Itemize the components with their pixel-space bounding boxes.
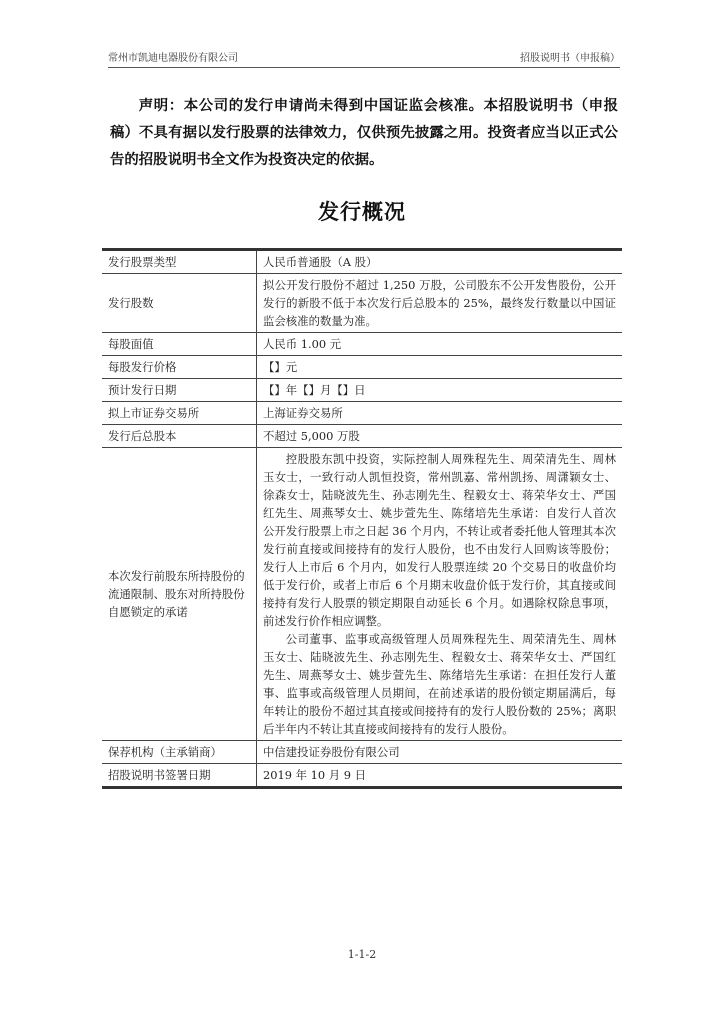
row-label: 本次发行前股东所持股份的流通限制、股东对所持股份自愿锁定的承诺 bbox=[102, 448, 257, 741]
table-row bbox=[102, 356, 622, 379]
page-title: 发行概况 bbox=[318, 199, 406, 224]
lockup-paragraph-controlling: 控股股东凯中投资，实际控制人周殊程先生、周荣清先生、周林玉女士，一致行动人凯恒投资，常州凯嘉、常州凯扬、周潇颖女士、徐森女士，陆晓波先生、孙志刚先生、程毅女士、蒋荣华女士、严国红先生、周燕琴女士、姚步萱先生、陈绪培先生承诺：自发行人首次公开发行股票上市之日起 36 个月内，不转让或者委托他人管理其本次发行前直接或间接持有的发行人股份，也不由发行人回购该等股份；发行人上市后 6 个月内，如发行人股票连续 20 个交易日的收盘价均低于发行价，或者上市后 6 个月期末收盘价低于发行价，其直接或间接持有发行人股票的锁定期限自动延长 6 个月。如遇除权除息事项，前述发行价作相应调整。 bbox=[263, 452, 616, 628]
row-label: 每股发行价格 bbox=[102, 356, 257, 379]
page-number: 1-1-2 bbox=[347, 948, 377, 961]
header-doc-type: 招股说明书（申报稿） bbox=[520, 53, 620, 64]
row-label: 拟上市证券交易所 bbox=[102, 402, 257, 425]
table-row bbox=[102, 379, 622, 402]
row-value: 【】元 bbox=[257, 356, 623, 379]
row-value: 2019 年 10 月 9 日 bbox=[257, 764, 623, 788]
row-value: 上海证券交易所 bbox=[257, 402, 623, 425]
offering-overview-table bbox=[102, 248, 622, 789]
row-value: 拟公开发行股份不超过 1,250 万股，公司股东不公开发售股份，公开发行的新股不低于本次发行后总股本的 25%，最终发行数量以中国证监会核准的数量为准。 bbox=[257, 274, 623, 333]
row-value bbox=[257, 448, 623, 741]
table-row bbox=[102, 274, 622, 333]
row-value: 【】年【】月【】日 bbox=[257, 379, 623, 402]
header-divider bbox=[108, 67, 620, 68]
row-label: 发行股票类型 bbox=[102, 250, 257, 274]
disclaimer-statement: 声明：本公司的发行申请尚未得到中国证监会核准。本招股说明书（申报稿）不具有据以发行股票的法律效力，仅供预先披露之用。投资者应当以正式公告的招股说明书全文作为投资决定的依据。 bbox=[110, 97, 618, 168]
row-label: 招股说明书签署日期 bbox=[102, 764, 257, 788]
row-label: 发行股数 bbox=[102, 274, 257, 333]
table-row bbox=[102, 250, 622, 274]
row-value: 不超过 5,000 万股 bbox=[257, 425, 623, 448]
row-label: 预计发行日期 bbox=[102, 379, 257, 402]
row-value: 中信建投证券股份有限公司 bbox=[257, 741, 623, 764]
table-row bbox=[102, 333, 622, 356]
row-value: 人民币 1.00 元 bbox=[257, 333, 623, 356]
header-company: 常州市凯迪电器股份有限公司 bbox=[108, 53, 238, 64]
table-row bbox=[102, 764, 622, 788]
table-row bbox=[102, 741, 622, 764]
table-row bbox=[102, 448, 622, 741]
row-label: 每股面值 bbox=[102, 333, 257, 356]
lockup-paragraph-directors: 公司董事、监事或高级管理人员周殊程先生、周荣清先生、周林玉女士、陆晓波先生、孙志刚先生、程毅女士、蒋荣华女士、严国红先生、周燕琴女士、姚步萱先生、陈绪培先生承诺：在担任发行人董事、监事或高级管理人员期间，在前述承诺的股份锁定期届满后，每年转让的股份不超过其直接或间接持有的发行人股份数的 25%；离职后半年内不转让其直接或间接持有的发行人股份。 bbox=[263, 632, 616, 736]
row-value: 人民币普通股（A 股） bbox=[257, 250, 623, 274]
table-row bbox=[102, 402, 622, 425]
page-header bbox=[108, 52, 620, 65]
table-row bbox=[102, 425, 622, 448]
row-label: 发行后总股本 bbox=[102, 425, 257, 448]
row-label: 保荐机构（主承销商） bbox=[102, 741, 257, 764]
